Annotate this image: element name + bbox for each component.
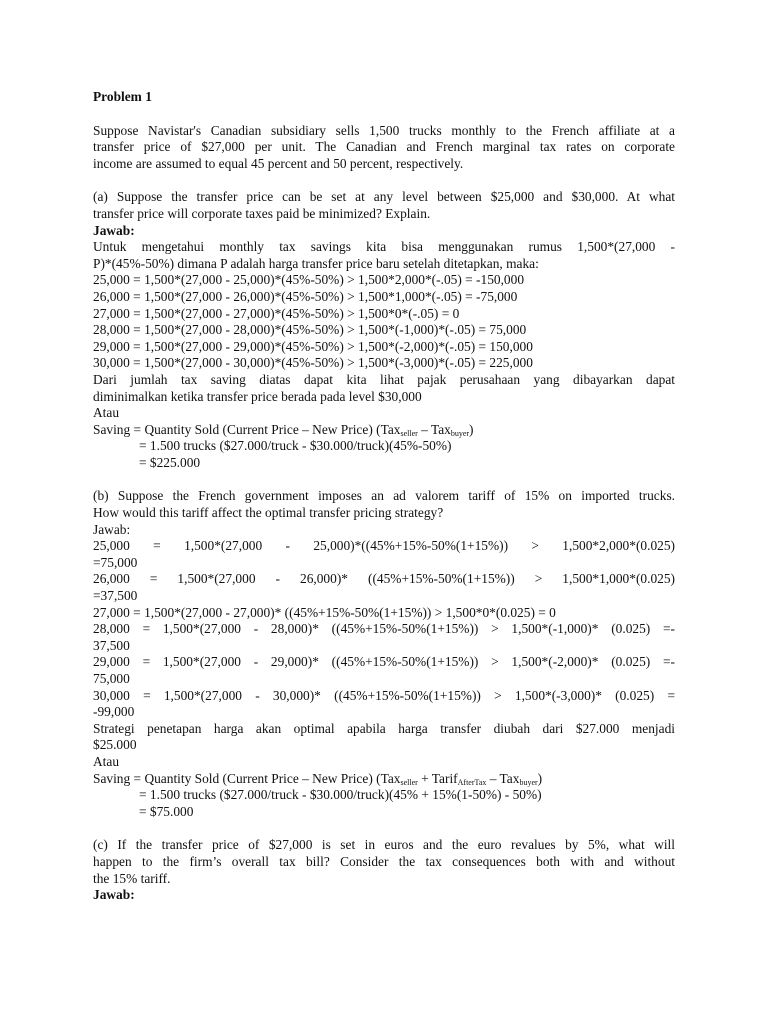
problem-title: Problem 1 (93, 89, 152, 104)
saving-result: = $225.000 (139, 454, 201, 470)
part-b-conclusion: $25.000 (93, 737, 137, 753)
calc-line: 75,000 (93, 671, 130, 686)
part-c-question: the 15% tariff. (93, 870, 171, 886)
part-b-question: (b) Suppose the French government imposes an ad valorem tariff of 15% on imported trucks. (93, 488, 675, 504)
part-b-question: How would this tariff affect the optimal transfer pricing strategy? (93, 505, 444, 521)
calc-line: 29,000 = 1,500*(27,000 - 29,000)* ((45%+15%-50%(1+15%)) > 1,500*(-2,000)* (0.025) =- (93, 654, 675, 670)
document-body (93, 89, 675, 904)
atau-label: Atau (93, 753, 120, 769)
intro-paragraph (93, 123, 675, 173)
calc-line: 26,000 = 1,500*(27,000 - 26,000)* ((45%+15%-50%(1+15%)) > 1,500*1,000*(0.025) (93, 571, 675, 587)
calc-line: 25,000 = 1,500*(27,000 - 25,000)*((45%+15%-50%(1+15%)) > 1,500*2,000*(0.025) (93, 538, 675, 554)
calc-line: 28,000 = 1,500*(27,000 - 28,000)*(45%-50%) > 1,500*(-1,000)*(-.05) = 75,000 (93, 322, 527, 338)
calc-line: 28,000 = 1,500*(27,000 - 28,000)* ((45%+15%-50%(1+15%)) > 1,500*(-1,000)* (0.025) =- (93, 621, 675, 637)
text-line: transfer price of $27,000 per unit. The Canadian and French marginal tax rates on corporate (93, 139, 675, 155)
part-a-conclusion: Dari jumlah tax saving diatas dapat kita lihat pajak perusahaan yang dibayarkan dapat (93, 371, 675, 387)
atau-label: Atau (93, 405, 120, 421)
calc-line: 30,000 = 1,500*(27,000 - 30,000)*(45%-50%) > 1,500*(-3,000)*(-.05) = 225,000 (93, 355, 533, 371)
part-b-jawab: Jawab: (93, 521, 131, 537)
calc-line: 30,000 = 1,500*(27,000 - 30,000)* ((45%+15%-50%(1+15%)) > 1,500*(-3,000)* (0.025) = (93, 687, 675, 703)
part-c-section (93, 837, 675, 903)
saving-calc: = 1.500 trucks ($27.000/truck - $30.000/truck)(45%-50%) (139, 438, 452, 454)
part-a-conclusion: diminimalkan ketika transfer price berada pada level $30,000 (93, 388, 422, 404)
calc-line: 25,000 = 1,500*(27,000 - 25,000)*(45%-50%) > 1,500*2,000*(-.05) = -150,000 (93, 272, 525, 288)
calc-line: =75,000 (93, 554, 138, 570)
saving-formula: Saving = Quantity Sold (Current Price – New Price) (Tax$_{seller}$ + Tarif$_{AfterTax}$ – Tax$_{buyer}$) (93, 770, 543, 787)
calc-line: 27,000 = 1,500*(27,000 - 27,000)*(45%-50%) > 1,500*0*(-.05) = 0 (93, 305, 460, 321)
part-c-jawab: Jawab: (93, 887, 135, 903)
part-a-explanation: P)*(45%-50%) dimana P adalah harga transfer price baru setelah ditetapkan, maka: (93, 255, 539, 271)
calc-line: 37,500 (93, 637, 130, 653)
part-a-question: transfer price will corporate taxes paid be minimized? Explain. (93, 205, 431, 221)
part-a-question: (a) Suppose the transfer price can be set at any level between $25,000 and $30,000. At what (93, 189, 675, 205)
calc-line: 29,000 = 1,500*(27,000 - 29,000)*(45%-50%) > 1,500*(-2,000)*(-.05) = 150,000 (93, 338, 533, 354)
part-c-question: happen to the firm’s overall tax bill? Consider the tax consequences both with and without (93, 853, 675, 869)
calc-line: -99,000 (93, 704, 135, 720)
saving-formula: Saving = Quantity Sold (Current Price – New Price) (Tax$_{seller}$ – Tax$_{buyer}$) (93, 421, 474, 438)
calc-line: 26,000 = 1,500*(27,000 - 26,000)*(45%-50%) > 1,500*1,000*(-.05) = -75,000 (93, 288, 518, 304)
calc-line: 27,000 = 1,500*(27,000 - 27,000)* ((45%+15%-50%(1+15%)) > 1,500*0*(0.025) = 0 (93, 604, 556, 620)
part-a-explanation: Untuk mengetahui monthly tax savings kita bisa menggunakan rumus 1,500*(27,000 - (93, 239, 675, 255)
part-a-section (93, 189, 675, 471)
part-b-conclusion: Strategi penetapan harga akan optimal apabila harga transfer diubah dari $27.000 menjadi (93, 720, 675, 736)
text-line: income are assumed to equal 45 percent and 50 percent, respectively. (93, 155, 464, 171)
text-line: Suppose Navistar's Canadian subsidiary sells 1,500 trucks monthly to the French affiliate at a (93, 122, 675, 138)
saving-result: = $75.000 (139, 803, 194, 819)
part-b-section (93, 488, 675, 820)
saving-calc: = 1.500 trucks ($27.000/truck - $30.000/truck)(45% + 15%(1-50%) - 50%) (139, 787, 542, 803)
part-c-question: (c) If the transfer price of $27,000 is set in euros and the euro revalues by 5%, what will (93, 837, 675, 853)
calc-line: =37,500 (93, 588, 138, 604)
part-a-jawab: Jawab: (93, 222, 135, 238)
